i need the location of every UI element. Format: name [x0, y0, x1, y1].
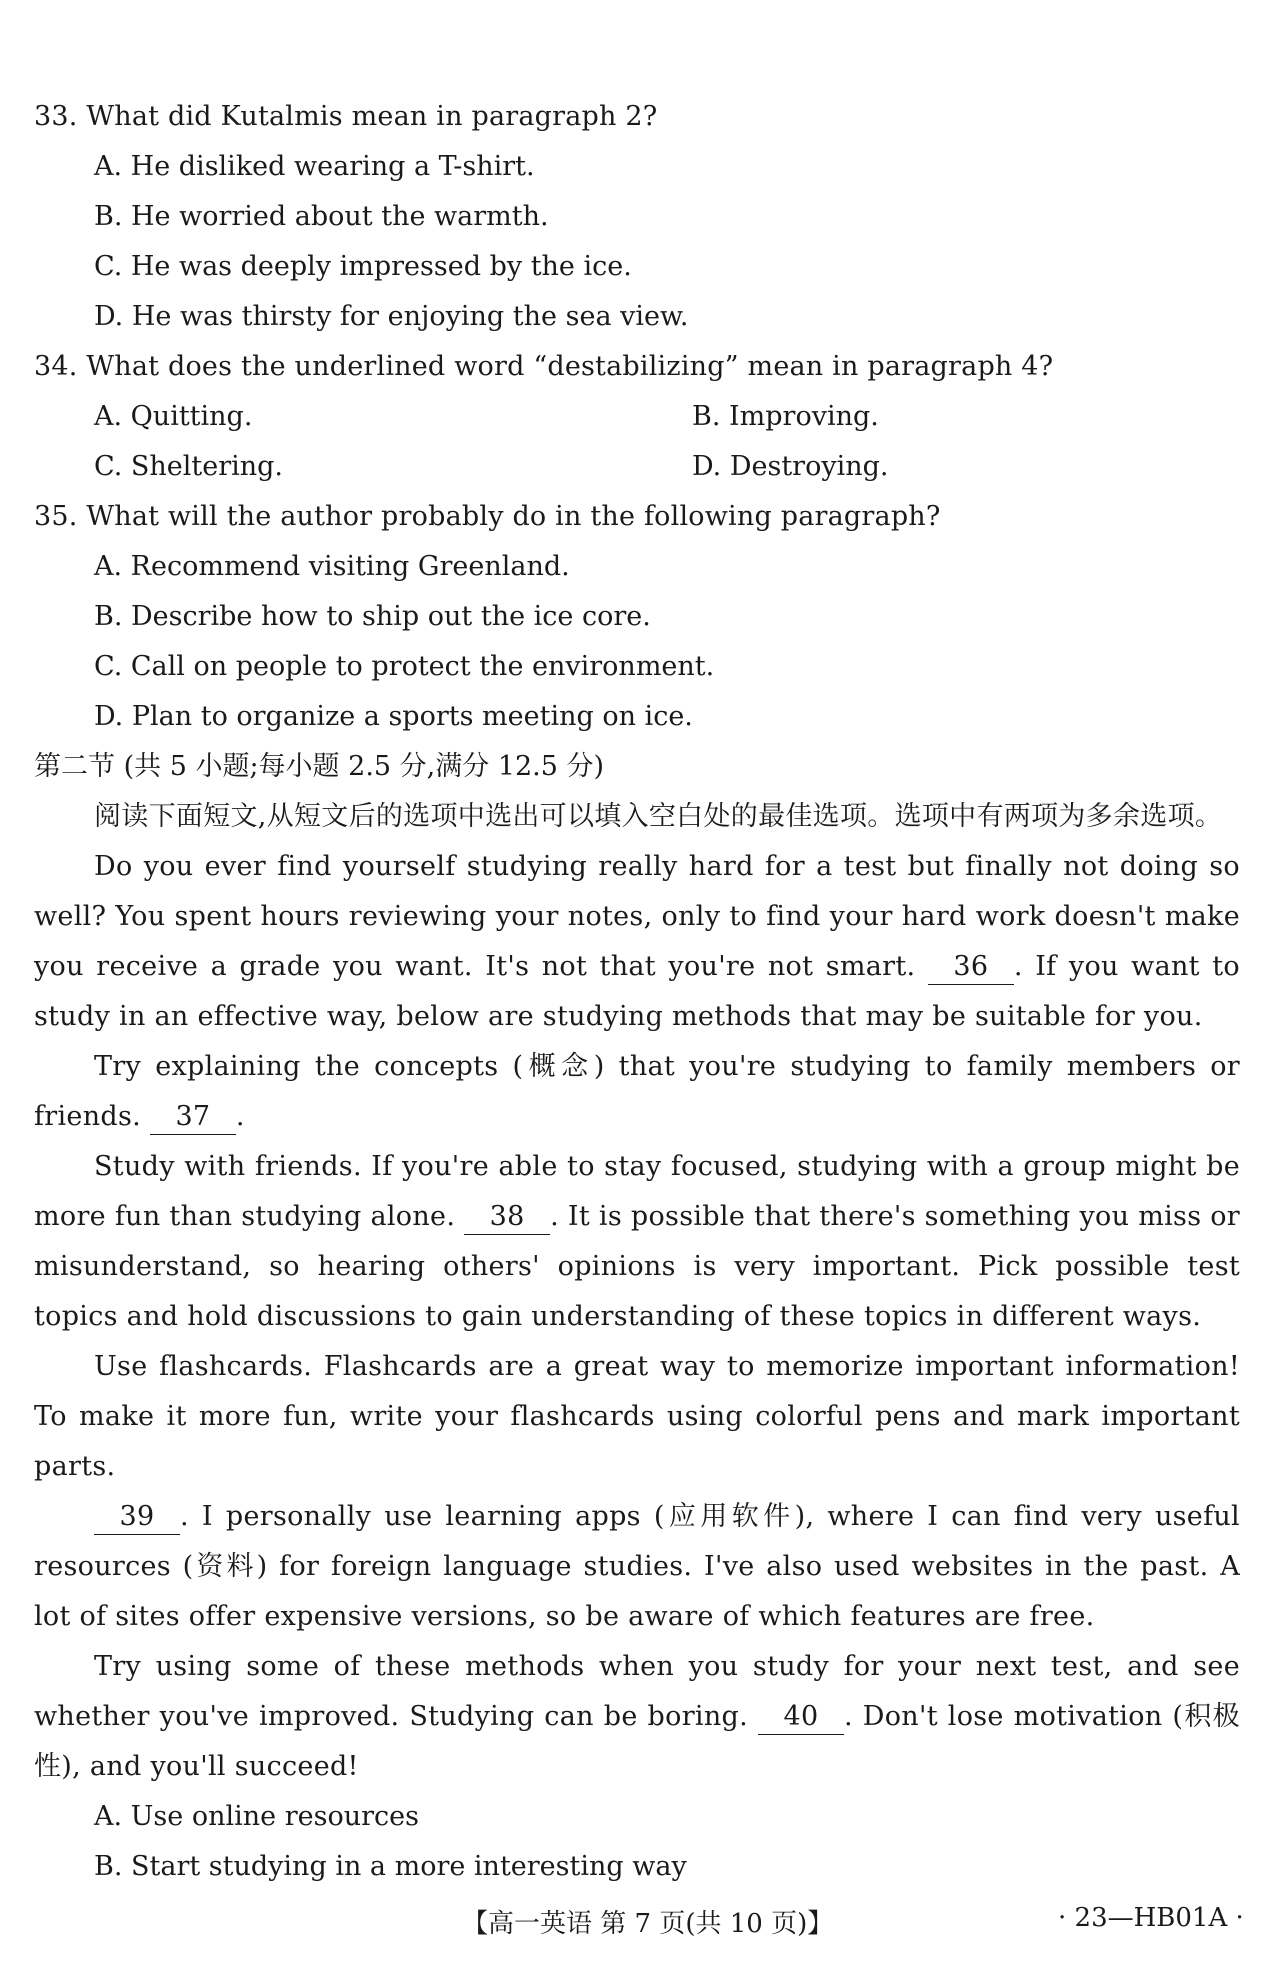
blank-36: 36: [928, 950, 1014, 985]
passage-paragraph-1: [34, 842, 1240, 1042]
exam-page: [34, 92, 1240, 1892]
question-33-option-b: B. He worried about the warmth.: [94, 201, 549, 232]
blank-40: 40: [758, 1700, 844, 1735]
passage-paragraph-3: [34, 1142, 1240, 1342]
question-33-stem: 33. What did Kutalmis mean in paragraph 2?: [34, 101, 658, 132]
passage-text: .: [235, 1101, 245, 1132]
footer-code: · 23—HB01A ·: [1058, 1903, 1244, 1933]
question-35-option-b: B. Describe how to ship out the ice core.: [94, 601, 651, 632]
question-34-option-c: C. Sheltering.: [94, 451, 283, 482]
question-35-option-a: A. Recommend visiting Greenland.: [94, 551, 570, 582]
question-35-stem: 35. What will the author probably do in the following paragraph?: [34, 501, 941, 532]
passage-paragraph-5: [34, 1492, 1240, 1642]
choice-a: A. Use online resources: [94, 1801, 419, 1832]
passage-text: Try using some of these methods when you study for your next test, and see whether you've improved. Studying can be boring.: [34, 1651, 1240, 1732]
passage-paragraph-6: [34, 1642, 1240, 1792]
question-34-stem: 34. What does the underlined word “destabilizing” mean in paragraph 4?: [34, 351, 1054, 382]
passage-text: Do you ever find yourself studying really hard for a test but finally not doing so well? You spent hours reviewing your notes, only to find your hard work doesn't make you receive a grade you want. It's not that you're not smart.: [34, 851, 1240, 982]
section-instruction: 阅读下面短文,从短文后的选项中选出可以填入空白处的最佳选项。选项中有两项为多余选项。: [94, 801, 1223, 832]
question-34-option-b: B. Improving.: [692, 401, 879, 432]
passage-text: Try explaining the concepts (概念) that you're studying to family members or friends.: [34, 1051, 1240, 1132]
passage-text: . I personally use learning apps (应用软件), where I can find very useful resources (资料) for foreign language studies. I've also used websites in the past. A lot of sites offer expensive versions, so be aware of which features are free.: [34, 1501, 1240, 1632]
question-33-option-a: A. He disliked wearing a T-shirt.: [94, 151, 535, 182]
passage-text: . It is possible that there's something you miss or misunderstand, so hearing others' opinions is very important. Pick possible test topics and hold discussions to gain understanding of these topics in different ways.: [34, 1201, 1241, 1332]
blank-38: 38: [464, 1200, 550, 1235]
question-34-options-row-1: [34, 392, 1240, 442]
question-33-option-d: D. He was thirsty for enjoying the sea view.: [94, 301, 689, 332]
passage-text: Study with friends. If you're able to stay focused, studying with a group might be more fun than studying alone.: [34, 1151, 1240, 1232]
question-34-options-row-2: [34, 442, 1240, 492]
page-footer: [0, 1903, 1280, 1943]
question-35-option-c: C. Call on people to protect the environment.: [94, 651, 715, 682]
passage-paragraph-2: [34, 1042, 1240, 1142]
passage-text: . Don't lose motivation (积极性), and you'll succeed!: [34, 1701, 1240, 1782]
section-heading: 第二节 (共 5 小题;每小题 2.5 分,满分 12.5 分): [34, 751, 605, 782]
passage-text: . If you want to study in an effective way, below are studying methods that may be suitable for you.: [34, 951, 1240, 1032]
choice-b: B. Start studying in a more interesting way: [94, 1851, 687, 1882]
passage-paragraph-4: Use flashcards. Flashcards are a great way to memorize important information! To make it more fun, write your flashcards using colorful pens and mark important parts.: [34, 1351, 1240, 1482]
question-34-option-a: A. Quitting.: [94, 401, 253, 432]
question-34-option-d: D. Destroying.: [692, 451, 889, 482]
blank-39: 39: [94, 1500, 180, 1535]
question-35-option-d: D. Plan to organize a sports meeting on ice.: [94, 701, 693, 732]
blank-37: 37: [150, 1100, 236, 1135]
question-33-option-c: C. He was deeply impressed by the ice.: [94, 251, 632, 282]
footer-page-info: 【高一英语 第 7 页(共 10 页)】: [462, 1909, 834, 1939]
